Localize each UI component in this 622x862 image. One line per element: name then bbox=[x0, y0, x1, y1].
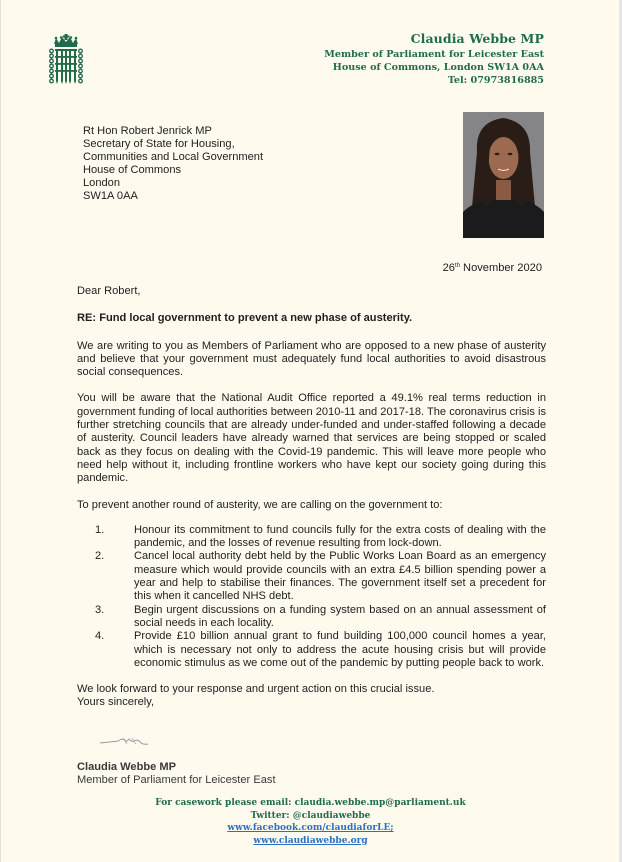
list-item bbox=[77, 604, 546, 631]
signoff-name: Claudia Webbe MP bbox=[77, 761, 177, 773]
list-number: 2. bbox=[95, 550, 105, 563]
website-link[interactable]: www.claudiawebbe.org bbox=[253, 835, 368, 846]
letter-date bbox=[443, 262, 542, 274]
recipient-line: Communities and Local Government bbox=[83, 151, 264, 163]
letterhead-tel: Tel: 07973816885 bbox=[447, 75, 544, 86]
list-item bbox=[77, 524, 546, 551]
paragraph: We are writing to you as Members of Parliament who are opposed to a new phase of austerity and believe that your government must adequately fund local authorities to avoid disastrous social consequences. bbox=[77, 339, 546, 379]
date-suffix: th bbox=[454, 263, 460, 269]
portrait-photo bbox=[463, 112, 544, 238]
portrait-image bbox=[463, 112, 544, 238]
signoff-block bbox=[77, 761, 276, 788]
list-number: 4. bbox=[95, 630, 105, 643]
list-text: Honour its commitment to fund councils fully for the extra costs of dealing with the pandemic, and the losses of revenue resulting from lock-down. bbox=[134, 523, 546, 550]
list-number: 1. bbox=[95, 523, 105, 536]
paragraph: You will be aware that the National Audit Office reported a 49.1% real terms reduction in government funding of local authorities between 2010-11 and 2017-18. The coronavirus crisis is further stretching councils that are already under-funded and under-staffed following a decade of austerity. Council leaders have already warned that services are being stopped or scaled back as they focus on dealing with the Covid-19 pandemic. This will leave more people who need help without it, including frontline workers who have kept our society going during this pandemic. bbox=[77, 392, 546, 485]
letter-footer bbox=[1, 797, 620, 847]
letterhead bbox=[324, 30, 544, 87]
facebook-link[interactable]: www.facebook.com/claudiaforLE; bbox=[227, 823, 394, 833]
twitter-handle: Twitter: @claudiawebbe bbox=[250, 810, 371, 821]
signature-image bbox=[98, 733, 158, 749]
letterhead-address: House of Commons, London SW1A 0AA bbox=[332, 62, 544, 73]
recipient-line: Rt Hon Robert Jenrick MP bbox=[83, 125, 212, 137]
letter-body bbox=[77, 285, 546, 710]
date-month-year: November 2020 bbox=[459, 262, 542, 274]
salutation: Dear Robert, bbox=[77, 285, 141, 297]
casework-email: For casework please email: claudia.webbe.mp@parliament.uk bbox=[155, 798, 466, 808]
recipient-line: London bbox=[83, 177, 121, 189]
list-text: Provide £10 billion annual grant to fund building 100,000 council homes a year, which is necessary not only to address the acute housing crisis but will provide economic stimulus as we come out of the pandemic by putting people back to work. bbox=[134, 630, 546, 669]
recipient-line: House of Commons bbox=[83, 164, 182, 176]
recipient-address bbox=[83, 125, 263, 203]
recipient-line: SW1A 0AA bbox=[83, 190, 138, 202]
list-item bbox=[77, 630, 546, 670]
list-number: 3. bbox=[95, 603, 105, 616]
portcullis-icon bbox=[49, 34, 83, 86]
subject-line: RE: Fund local government to prevent a new phase of austerity. bbox=[77, 312, 413, 325]
signoff-title: Member of Parliament for Leicester East bbox=[77, 774, 276, 787]
closing-line: We look forward to your response and urgent action on this crucial issue. bbox=[77, 683, 435, 696]
list-text: Begin urgent discussions on a funding system based on an annual assessment of social needs in each locality. bbox=[134, 603, 546, 629]
demands-list bbox=[77, 524, 546, 670]
date-day: 26 bbox=[442, 262, 455, 274]
list-item bbox=[77, 550, 546, 603]
list-intro: To prevent another round of austerity, we are calling on the government to: bbox=[77, 498, 443, 511]
letterhead-name: Claudia Webbe MP bbox=[410, 31, 544, 46]
valediction: Yours sincerely, bbox=[77, 696, 155, 709]
list-text: Cancel local authority debt held by the Public Works Loan Board as an emergency measure which would provide councils with an extra £4.5 billion spending power a year and help to stabilise their finances. The government itself set a precedent for this when it cancelled NHS debt. bbox=[134, 550, 546, 603]
recipient-line: Secretary of State for Housing, bbox=[83, 138, 235, 150]
letterhead-title: Member of Parliament for Leicester East bbox=[324, 49, 544, 60]
